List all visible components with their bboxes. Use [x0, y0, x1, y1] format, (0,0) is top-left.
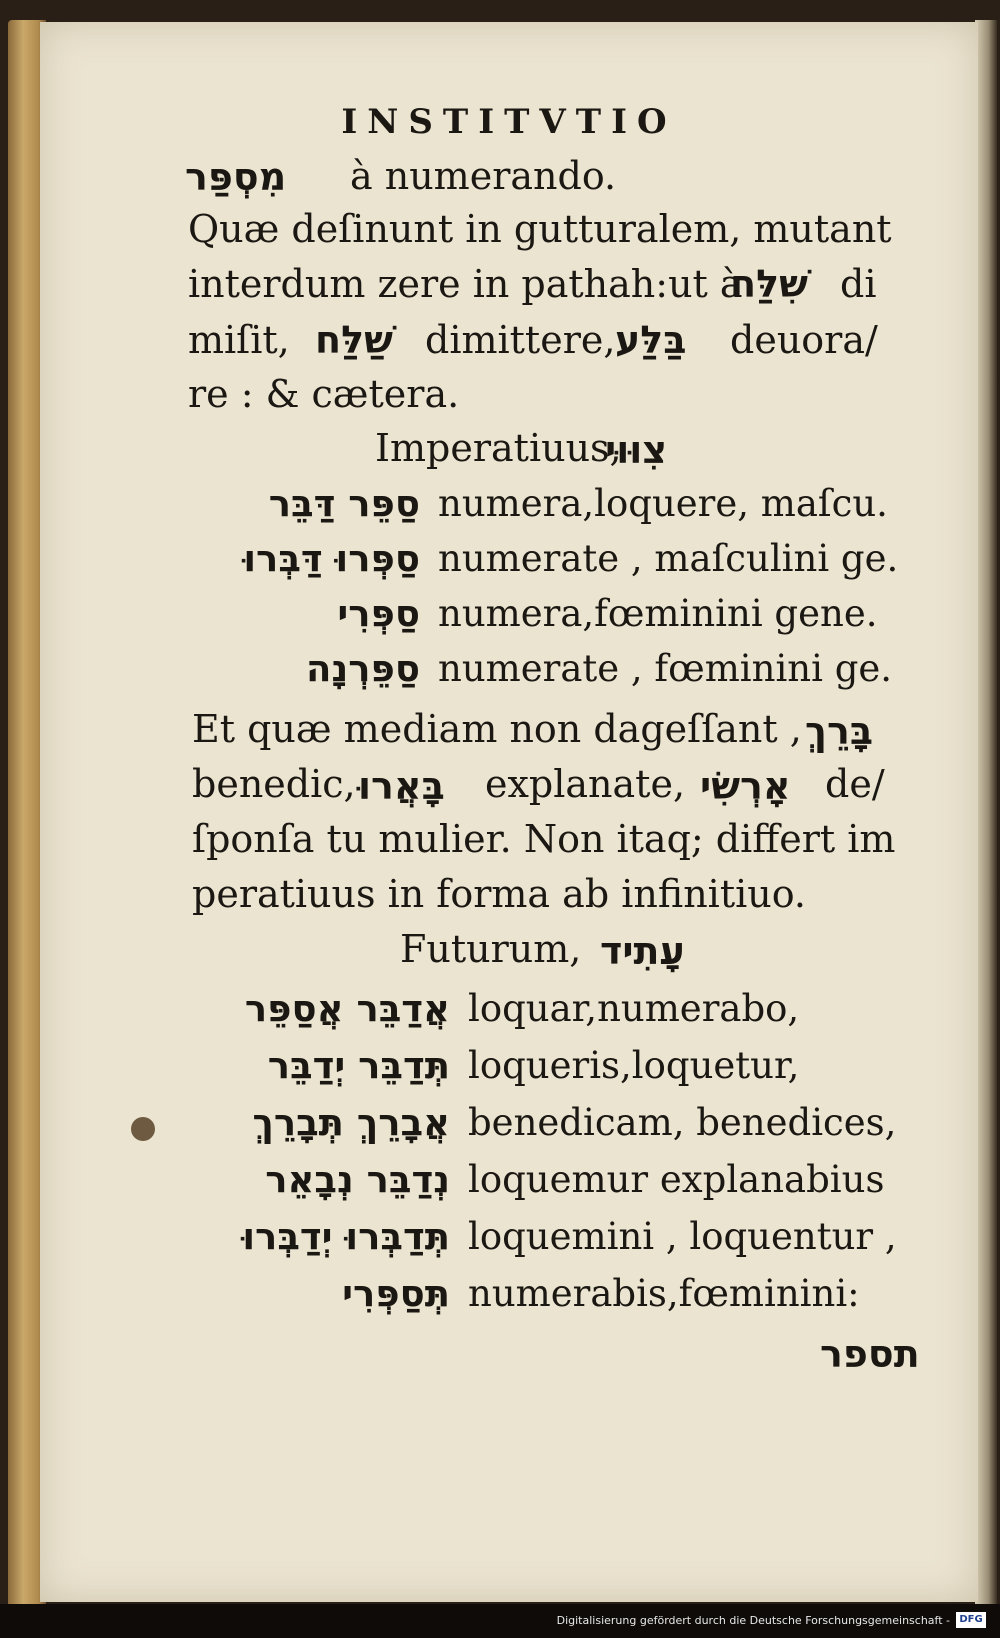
page-block-edge	[975, 20, 997, 1610]
text-line: dimittere,	[425, 318, 616, 362]
hebrew-form: סַפְּרוּ דַּבְּרוּ	[243, 537, 420, 580]
latin-gloss: loqueris,loquetur,	[468, 1044, 800, 1087]
latin-gloss: numerate , fœminini ge.	[438, 647, 893, 690]
catchword: תספר	[820, 1332, 920, 1376]
latin-gloss: numera,fœminini gene.	[438, 592, 878, 635]
text-line: benedic,	[192, 762, 356, 806]
latin-gloss: numera,loquere, maſcu.	[438, 482, 888, 525]
hebrew-word: מִסְפַּר	[185, 155, 287, 199]
section-heading-future: Futurum,	[400, 927, 582, 971]
text-line: re : & cætera.	[188, 372, 460, 416]
text-line: peratiuus in forma ab infinitiuo.	[192, 872, 807, 916]
latin-gloss: loquar,numerabo,	[468, 987, 800, 1030]
section-heading-imperative: Imperatiuus,	[375, 426, 622, 470]
ink-stain	[131, 1117, 155, 1141]
latin-gloss: numerate , maſculini ge.	[438, 537, 899, 580]
hebrew-word: שַׁלַּח	[315, 318, 393, 362]
text-line: Et quæ mediam non dageſſant ,	[192, 707, 802, 751]
latin-gloss: loquemur explanabius	[468, 1158, 885, 1201]
text-line: interdum zere in pathah:ut à	[188, 262, 743, 306]
text-line: explanate,	[485, 762, 686, 806]
hebrew-word: בָּרֵךְ	[805, 709, 874, 753]
text-line: ſponſa tu mulier. Non itaq; differt im	[192, 817, 896, 861]
text-line: miſit,	[188, 318, 290, 362]
running-header: INSTITVTIO	[341, 102, 677, 142]
hebrew-word: בַּלַּע	[615, 318, 687, 362]
hebrew-word: שִׁלַּח	[730, 262, 808, 306]
hebrew-form: סַפֵּר דַּבֵּר	[268, 482, 420, 525]
text-line: deuora/	[730, 318, 878, 362]
hebrew-form: תְּדַבֵּר יְדַבֵּר	[267, 1044, 450, 1087]
digitization-footer	[0, 1604, 1000, 1638]
hebrew-form: תְּסַפְּרִי	[342, 1272, 450, 1315]
hebrew-heading-word: עָתִיד	[600, 929, 685, 973]
dfg-logo: DFG	[956, 1612, 986, 1628]
hebrew-heading-word: צִוּוּי	[605, 428, 668, 472]
funding-credit: Digitalisierung gefördert durch die Deutsche Forschungsgemeinschaft -	[556, 1614, 950, 1627]
latin-gloss: loquemini , loquentur ,	[468, 1215, 897, 1258]
book-page	[40, 22, 978, 1602]
hebrew-form: סַפְּרִי	[337, 592, 420, 635]
hebrew-form: סַפֵּרְנָה	[306, 647, 420, 690]
hebrew-form: נְדַבֵּר נְבָאֵר	[265, 1158, 450, 1201]
hebrew-form: אֲדַבֵּר אֲסַפֵּר	[244, 987, 450, 1030]
hebrew-word: בָּאֲרוּ	[358, 764, 445, 808]
text-line: Quæ deſinunt in gutturalem, mutant	[188, 207, 892, 251]
hebrew-word: אָרְשִׂי	[700, 764, 791, 808]
latin-gloss: benedicam, benedices,	[468, 1101, 897, 1144]
text-line: di	[840, 262, 877, 306]
latin-gloss: numerabis,fœminini:	[468, 1272, 860, 1315]
hebrew-form: אֲבָרֵךְ תְּבָרֵךְ	[252, 1101, 450, 1144]
text-line: de/	[825, 762, 885, 806]
text-line: à numerando.	[350, 154, 617, 198]
hebrew-form: תְּדַבְּרוּ יְדַבְּרוּ	[242, 1215, 450, 1258]
